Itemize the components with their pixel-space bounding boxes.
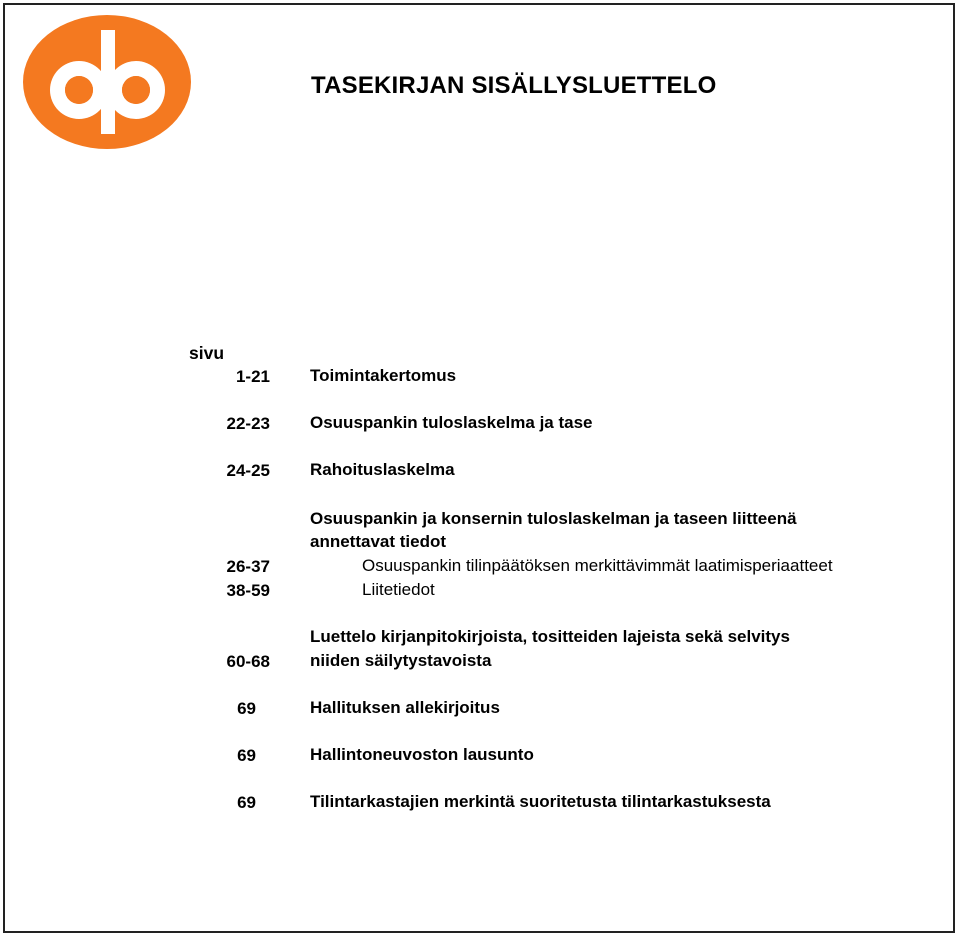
toc-entry-text: niiden säilytystavoista (310, 651, 492, 670)
toc-page-header: sivu (189, 343, 225, 363)
toc-entry-text: Hallituksen allekirjoitus (310, 698, 500, 717)
toc-page-number: 69 (237, 793, 256, 812)
toc-entry-text: annettavat tiedot (310, 532, 447, 551)
toc-subentry-text: Liitetiedot (362, 580, 435, 599)
toc-entry-text: Luettelo kirjanpitokirjoista, tositteiden lajeista sekä selvitys (310, 627, 790, 646)
toc-entry-text: Osuuspankin ja konsernin tuloslaskelman ja taseen liitteenä (310, 509, 797, 528)
toc-page-number: 1-21 (235, 367, 270, 386)
toc-subentry-text: Osuuspankin tilinpäätöksen merkittävimmät laatimisperiaatteet (362, 556, 833, 575)
op-logo (22, 14, 192, 150)
toc-entry-text: Rahoituslaskelma (310, 460, 455, 479)
toc-page-number: 26-37 (226, 557, 270, 576)
toc-page-number: 69 (237, 746, 256, 765)
toc-entry-text: Toimintakertomus (310, 366, 457, 385)
toc-page-number: 60-68 (226, 652, 270, 671)
toc-page-number: 69 (237, 699, 256, 718)
toc-entry-text: Hallintoneuvoston lausunto (310, 745, 534, 764)
page-title: TASEKIRJAN SISÄLLYSLUETTELO (311, 72, 717, 99)
toc-entry-text: Osuuspankin tuloslaskelma ja tase (310, 413, 593, 432)
toc-entry-text: Tilintarkastajien merkintä suoritetusta tilintarkastuksesta (310, 792, 771, 811)
toc-page-number: 38-59 (226, 581, 270, 600)
toc-page-number: 24-25 (226, 461, 270, 480)
toc-page-number: 22-23 (226, 414, 270, 433)
